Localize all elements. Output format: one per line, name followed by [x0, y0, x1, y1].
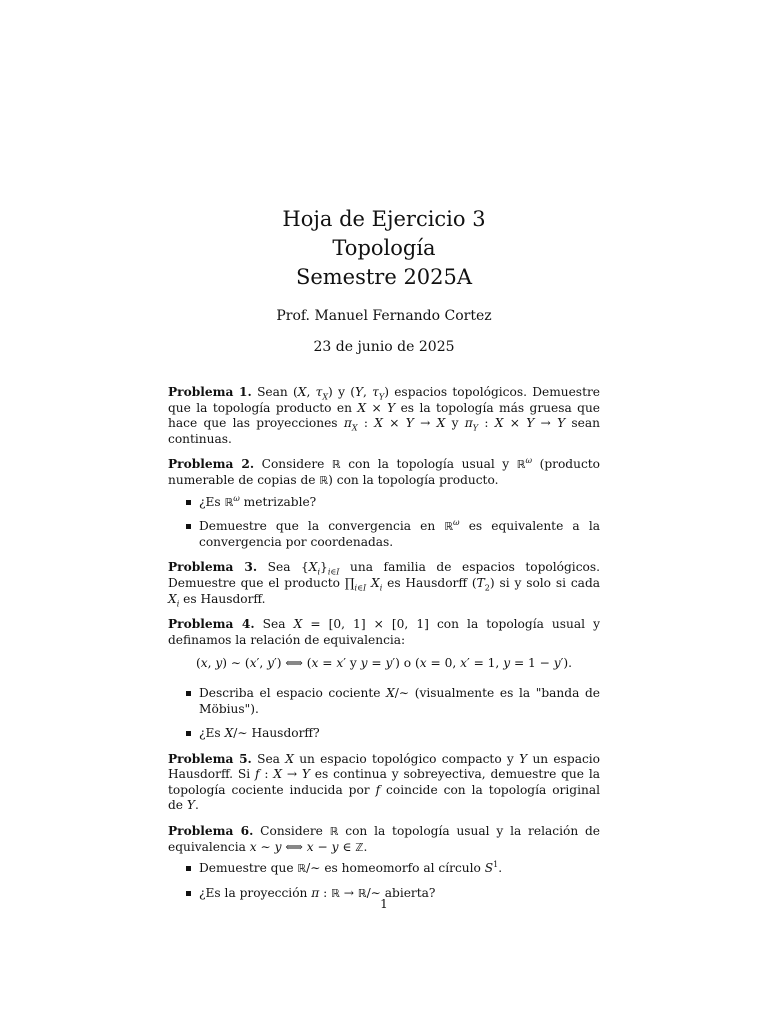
- display-equation: (x, y) ∼ (x′, y′) ⟺ (x = x′ y y = y′) o (x = 0, x′ = 1, y = 1 − y′).: [195, 656, 573, 671]
- problem-text: Sea $\{X_i\}_{i\in I}$ una familia de espacios topológicos. Demuestre que el producto $\prod_{i\in I}$ $X_i$ es Hausdorff $(T_2)$ si y solo si cada $X_i$ es Hausdorff.: [168, 560, 601, 608]
- author: Prof. Manuel Fernando Cortez: [276, 308, 492, 324]
- list-item: ¿Es X/∼ Hausdorff?: [168, 726, 600, 742]
- problem-label: Problema 6.: [168, 824, 254, 839]
- problem-6-items: [168, 861, 600, 901]
- list-item: Demuestre que ℝ/∼ es homeomorfo al círculo $S^1$.: [168, 861, 600, 877]
- problem-3: [168, 560, 600, 607]
- list-item: Demuestre que la convergencia en ℝ$^\omega$ es equivalente a la convergencia por coordenadas.: [168, 519, 600, 550]
- problem-text: Sea X = [0, 1] × [0, 1] con la topología usual y definamos la relación de equivalencia:: [168, 617, 600, 647]
- problem-label: Problema 4.: [168, 617, 255, 632]
- problem-text: Sea X un espacio topológico compacto y Y un espacio Hausdorff. Si f : X → Y es continua y sobreyectiva, demuestre que la topología cociente inducida por f coincide con la topología original de Y.: [168, 751, 601, 813]
- bullet-icon: [186, 691, 191, 696]
- problem-label: Problema 1.: [168, 385, 252, 399]
- problem-4-items: [168, 686, 600, 742]
- page-number: 1: [380, 897, 388, 911]
- date: 23 de junio de 2025: [313, 339, 455, 355]
- course-name: Topología: [332, 236, 436, 260]
- problem-text: Considere ℝ con la topología usual y ℝ$^\omega$ (producto numerable de copias de ℝ) con la topología producto.: [168, 456, 601, 487]
- semester: Semestre 2025A: [295, 265, 473, 289]
- problem-label: Problema 3.: [168, 560, 258, 575]
- problem-1: [168, 385, 600, 447]
- problem-label: Problema 2.: [168, 457, 255, 472]
- bullet-icon: [186, 524, 191, 529]
- problem-text: Sean (X, $\tau_X$) y (Y, $\tau_Y$) espacios topológicos. Demuestre que la topología producto en X × Y es la topología más gruesa que hace que las proyecciones $\pi_X$ : X × Y → X y $\pi_Y$ : X × Y → Y sean continuas.: [168, 385, 601, 446]
- problem-6: [168, 824, 600, 855]
- bullet-icon: [186, 731, 191, 736]
- list-item: Describa el espacio cociente X/∼ (visualmente es la "banda de Möbius").: [168, 686, 600, 717]
- problem-label: Problema 5.: [168, 751, 252, 766]
- problem-2: [168, 457, 600, 488]
- document-title: Hoja de Ejercicio 3: [282, 207, 486, 231]
- problem-4: [168, 617, 600, 648]
- list-item: ¿Es la proyección π : ℝ → ℝ/∼ abierta?: [168, 886, 600, 902]
- list-item: ¿Es ℝ$^\omega$ metrizable?: [168, 495, 600, 511]
- bullet-icon: [186, 891, 191, 896]
- problem-5: [168, 752, 600, 814]
- problem-list: [168, 385, 600, 911]
- problem-text: Considere ℝ con la topología usual y la relación de equivalencia x ∼ y ⟺ x − y ∈ ℤ.: [168, 824, 601, 854]
- bullet-icon: [186, 500, 191, 505]
- bullet-icon: [186, 866, 191, 871]
- title-block: [0, 205, 768, 292]
- problem-2-items: [168, 495, 600, 551]
